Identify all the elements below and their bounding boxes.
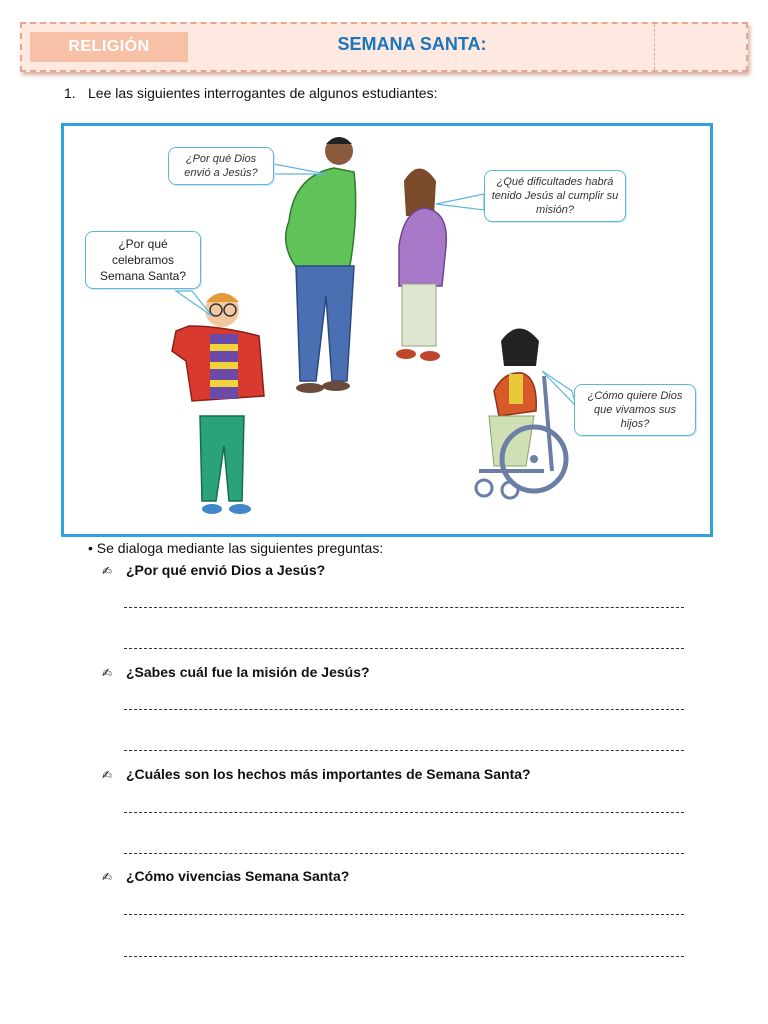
- question-text: ¿Cuáles son los hechos más importantes de Semana Santa?: [126, 766, 531, 782]
- question-4: [102, 868, 349, 884]
- question-3: [102, 766, 531, 782]
- question-text: ¿Por qué envió Dios a Jesús?: [126, 562, 326, 578]
- dialog-intro: • Se dialoga mediante las siguientes preguntas:: [88, 540, 384, 556]
- tall-boy-figure: [286, 137, 356, 393]
- answer-line[interactable]: [124, 709, 684, 710]
- speech-bubble-3: ¿Qué dificultades habrá tenido Jesús al cumplir su misión?: [484, 170, 626, 222]
- answer-line[interactable]: [124, 812, 684, 813]
- answer-line[interactable]: [124, 853, 684, 854]
- speech-bubble-1: ¿Por qué Dios envió a Jesús?: [168, 147, 274, 185]
- instruction-text: Lee las siguientes interrogantes de algunos estudiantes:: [88, 85, 438, 101]
- header-banner: [20, 22, 748, 72]
- header-divider: [654, 24, 655, 70]
- boy-glasses-figure: [172, 293, 264, 514]
- answer-line[interactable]: [124, 607, 684, 608]
- answer-line[interactable]: [124, 914, 684, 915]
- girl-purple-figure: [396, 169, 446, 362]
- girl-wheelchair-figure: [476, 329, 566, 499]
- speech-bubble-4: ¿Cómo quiere Dios que vivamos sus hijos?: [574, 384, 696, 436]
- subject-label: RELIGIÓN: [30, 32, 188, 62]
- question-1: [102, 562, 325, 578]
- answer-line[interactable]: [124, 956, 684, 957]
- instruction: [64, 85, 437, 101]
- writing-hand-icon: ✍: [102, 666, 113, 680]
- students-illustration: [61, 123, 713, 537]
- writing-hand-icon: ✍: [102, 870, 113, 884]
- question-text: ¿Cómo vivencias Semana Santa?: [126, 868, 350, 884]
- instruction-number: 1.: [64, 85, 76, 101]
- page-title: SEMANA SANTA:: [337, 34, 487, 54]
- answer-line[interactable]: [124, 750, 684, 751]
- speech-bubble-2: ¿Por qué celebramos Semana Santa?: [85, 231, 201, 289]
- question-text: ¿Sabes cuál fue la misión de Jesús?: [126, 664, 370, 680]
- question-2: [102, 664, 370, 680]
- writing-hand-icon: ✍: [102, 768, 113, 782]
- writing-hand-icon: ✍: [102, 564, 113, 578]
- answer-line[interactable]: [124, 648, 684, 649]
